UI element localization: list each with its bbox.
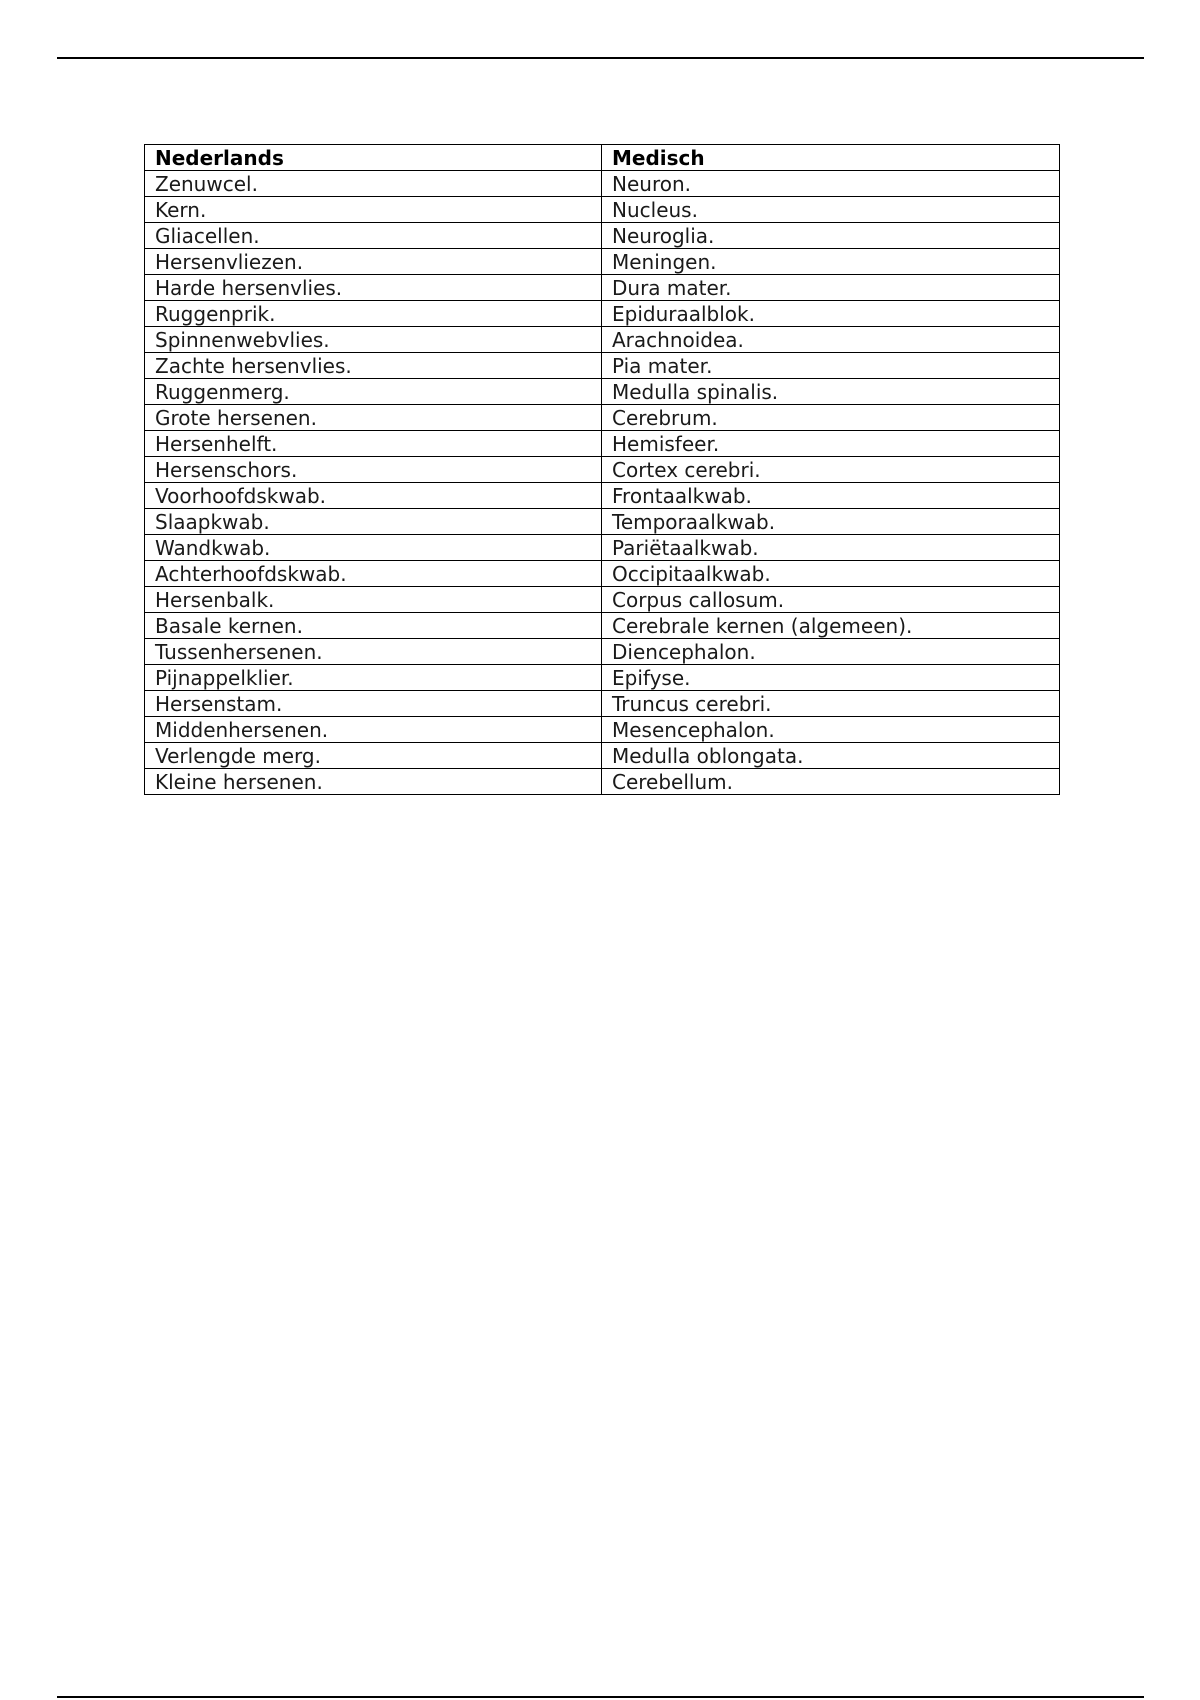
cell-dutch-term: Hersenhelft. [145,431,602,457]
cell-dutch-term: Spinnenwebvlies. [145,327,602,353]
cell-medical-term: Neuroglia. [602,223,1060,249]
cell-medical-term: Hemisfeer. [602,431,1060,457]
cell-medical-term: Medulla oblongata. [602,743,1060,769]
cell-medical-term: Frontaalkwab. [602,483,1060,509]
table-row [145,535,1060,561]
cell-medical-term: Diencephalon. [602,639,1060,665]
table-row [145,431,1060,457]
table-row [145,509,1060,535]
table-body [145,171,1060,795]
table-row [145,275,1060,301]
cell-medical-term: Medulla spinalis. [602,379,1060,405]
glossary-table [144,144,1060,795]
cell-dutch-term: Achterhoofdskwab. [145,561,602,587]
cell-medical-term: Dura mater. [602,275,1060,301]
table-row [145,223,1060,249]
cell-dutch-term: Harde hersenvlies. [145,275,602,301]
cell-medical-term: Arachnoidea. [602,327,1060,353]
cell-dutch-term: Hersenbalk. [145,587,602,613]
cell-dutch-term: Hersenvliezen. [145,249,602,275]
cell-dutch-term: Hersenstam. [145,691,602,717]
table-row [145,587,1060,613]
header-rule [57,57,1144,59]
cell-dutch-term: Zenuwcel. [145,171,602,197]
table-row [145,483,1060,509]
cell-medical-term: Cerebellum. [602,769,1060,795]
table-row [145,353,1060,379]
table-row [145,561,1060,587]
cell-medical-term: Nucleus. [602,197,1060,223]
table-row [145,249,1060,275]
table-row [145,171,1060,197]
cell-medical-term: Meningen. [602,249,1060,275]
cell-dutch-term: Kern. [145,197,602,223]
table-row [145,379,1060,405]
table-row [145,327,1060,353]
cell-dutch-term: Basale kernen. [145,613,602,639]
cell-dutch-term: Gliacellen. [145,223,602,249]
footer-rule [57,1696,1144,1698]
cell-medical-term: Truncus cerebri. [602,691,1060,717]
table-row [145,613,1060,639]
cell-dutch-term: Hersenschors. [145,457,602,483]
cell-dutch-term: Ruggenprik. [145,301,602,327]
column-header-dutch: Nederlands [145,145,602,171]
table-row [145,301,1060,327]
cell-medical-term: Pariëtaalkwab. [602,535,1060,561]
cell-medical-term: Occipitaalkwab. [602,561,1060,587]
cell-medical-term: Neuron. [602,171,1060,197]
cell-dutch-term: Voorhoofdskwab. [145,483,602,509]
cell-medical-term: Epiduraalblok. [602,301,1060,327]
cell-dutch-term: Verlengde merg. [145,743,602,769]
table-row [145,405,1060,431]
cell-dutch-term: Zachte hersenvlies. [145,353,602,379]
table-row [145,743,1060,769]
cell-medical-term: Epifyse. [602,665,1060,691]
cell-medical-term: Cerebrum. [602,405,1060,431]
cell-dutch-term: Tussenhersenen. [145,639,602,665]
cell-dutch-term: Grote hersenen. [145,405,602,431]
column-header-medical: Medisch [602,145,1060,171]
table-header-row [145,145,1060,171]
cell-dutch-term: Slaapkwab. [145,509,602,535]
table-row [145,639,1060,665]
table-row [145,197,1060,223]
cell-dutch-term: Pijnappelklier. [145,665,602,691]
table-row [145,457,1060,483]
cell-medical-term: Pia mater. [602,353,1060,379]
cell-medical-term: Cerebrale kernen (algemeen). [602,613,1060,639]
cell-medical-term: Temporaalkwab. [602,509,1060,535]
table-row [145,665,1060,691]
cell-medical-term: Cortex cerebri. [602,457,1060,483]
cell-dutch-term: Wandkwab. [145,535,602,561]
table-row [145,717,1060,743]
cell-dutch-term: Ruggenmerg. [145,379,602,405]
table-row [145,691,1060,717]
cell-dutch-term: Kleine hersenen. [145,769,602,795]
table-row [145,769,1060,795]
cell-dutch-term: Middenhersenen. [145,717,602,743]
cell-medical-term: Corpus callosum. [602,587,1060,613]
cell-medical-term: Mesencephalon. [602,717,1060,743]
